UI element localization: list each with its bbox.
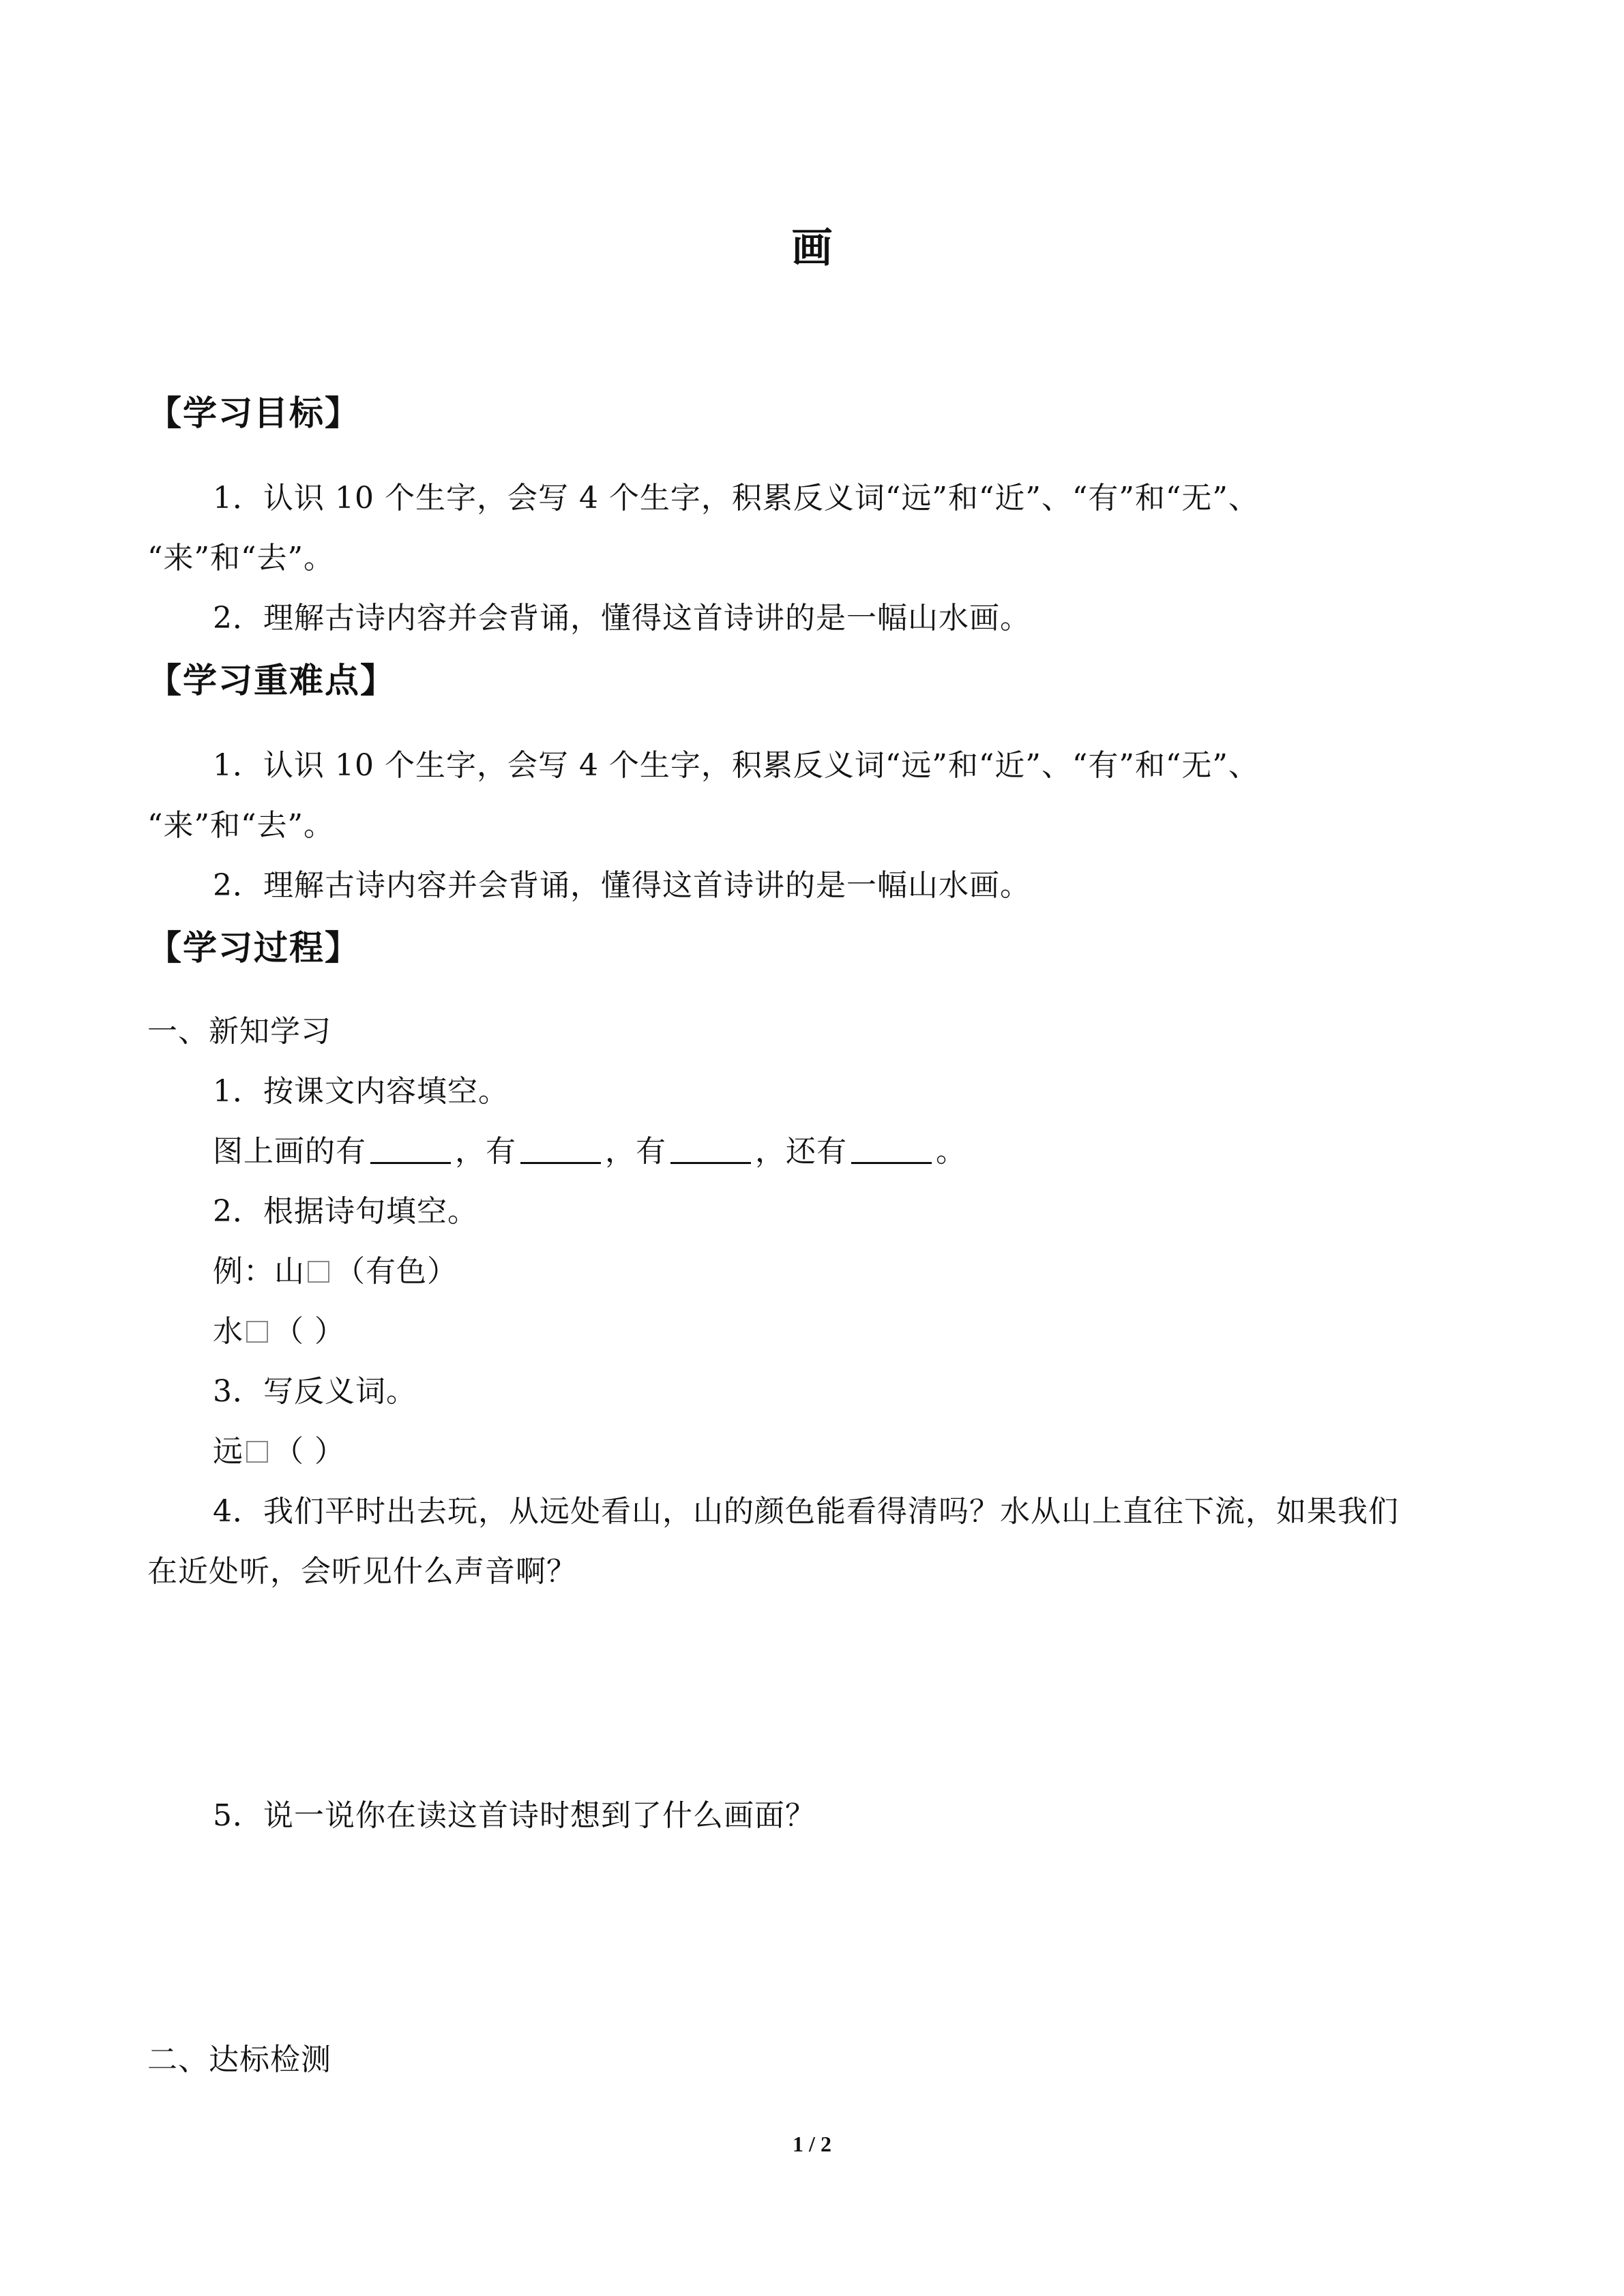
- fill-text-5: 。: [936, 1134, 966, 1169]
- section-heading-process: 【学习过程】: [147, 927, 360, 968]
- item-prefix: 远: [213, 1434, 243, 1469]
- difficulty-item1-line1: 1．认识 10 个生字，会写 4 个生字，积累反义词“远”和“近”、“有”和“无”、: [213, 748, 1259, 783]
- fill-text-4: ，还有: [755, 1134, 847, 1169]
- difficulty-item2: 2．理解古诗内容并会背诵，懂得这首诗讲的是一幅山水画。: [213, 868, 1031, 903]
- difficulty-item1-line2: “来”和“去”。: [147, 808, 334, 843]
- fill-text-2: ，有: [455, 1134, 516, 1169]
- question-4-line2: 在近处听，会听见什么声音啊？: [147, 1554, 577, 1589]
- item-prefix: 水: [213, 1314, 243, 1349]
- example-prefix: 例：山: [213, 1254, 305, 1289]
- part2-heading: 二、达标检测: [147, 2042, 331, 2077]
- page-title: 画: [791, 224, 833, 272]
- page-number: 1 / 2: [793, 2132, 831, 2156]
- fill-text-3: ，有: [605, 1134, 666, 1169]
- question-2-item: [213, 1307, 345, 1350]
- section-heading-goals: 【学习目标】: [147, 393, 360, 433]
- question-1-fill: [213, 1127, 966, 1170]
- section-heading-difficulty: 【学习重难点】: [147, 660, 396, 700]
- answer-box: [308, 1261, 329, 1283]
- part1-heading: 一、新知学习: [147, 1014, 331, 1049]
- fill-blank-2[interactable]: [520, 1135, 601, 1164]
- question-2: 2．根据诗句填空。: [213, 1194, 478, 1229]
- question-1: 1．按课文内容填空。: [213, 1074, 509, 1109]
- fill-blank-4[interactable]: [851, 1135, 932, 1164]
- goals-item1-line2: “来”和“去”。: [147, 541, 334, 576]
- question-5: 5．说一说你在读这首诗时想到了什么画面？: [213, 1798, 816, 1833]
- fill-text-1: 图上画的有: [213, 1134, 366, 1169]
- fill-blank-3[interactable]: [670, 1135, 751, 1164]
- fill-blank-1[interactable]: [370, 1135, 451, 1164]
- goals-item1-line1: 1．认识 10 个生字，会写 4 个生字，积累反义词“远”和“近”、“有”和“无”、: [213, 481, 1259, 516]
- answer-box[interactable]: [246, 1441, 268, 1463]
- question-3: 3．写反义词。: [213, 1374, 417, 1409]
- question-2-example: [213, 1247, 458, 1290]
- answer-box[interactable]: [246, 1321, 268, 1343]
- question-3-item: [213, 1427, 345, 1470]
- item-suffix: （ ）: [274, 1434, 345, 1469]
- goals-item2: 2．理解古诗内容并会背诵，懂得这首诗讲的是一幅山水画。: [213, 601, 1031, 636]
- example-suffix: （有色）: [335, 1254, 458, 1289]
- question-4-line1: 4．我们平时出去玩，从远处看山，山的颜色能看得清吗？水从山上直往下流，如果我们: [213, 1494, 1399, 1529]
- item-suffix: （ ）: [274, 1314, 345, 1349]
